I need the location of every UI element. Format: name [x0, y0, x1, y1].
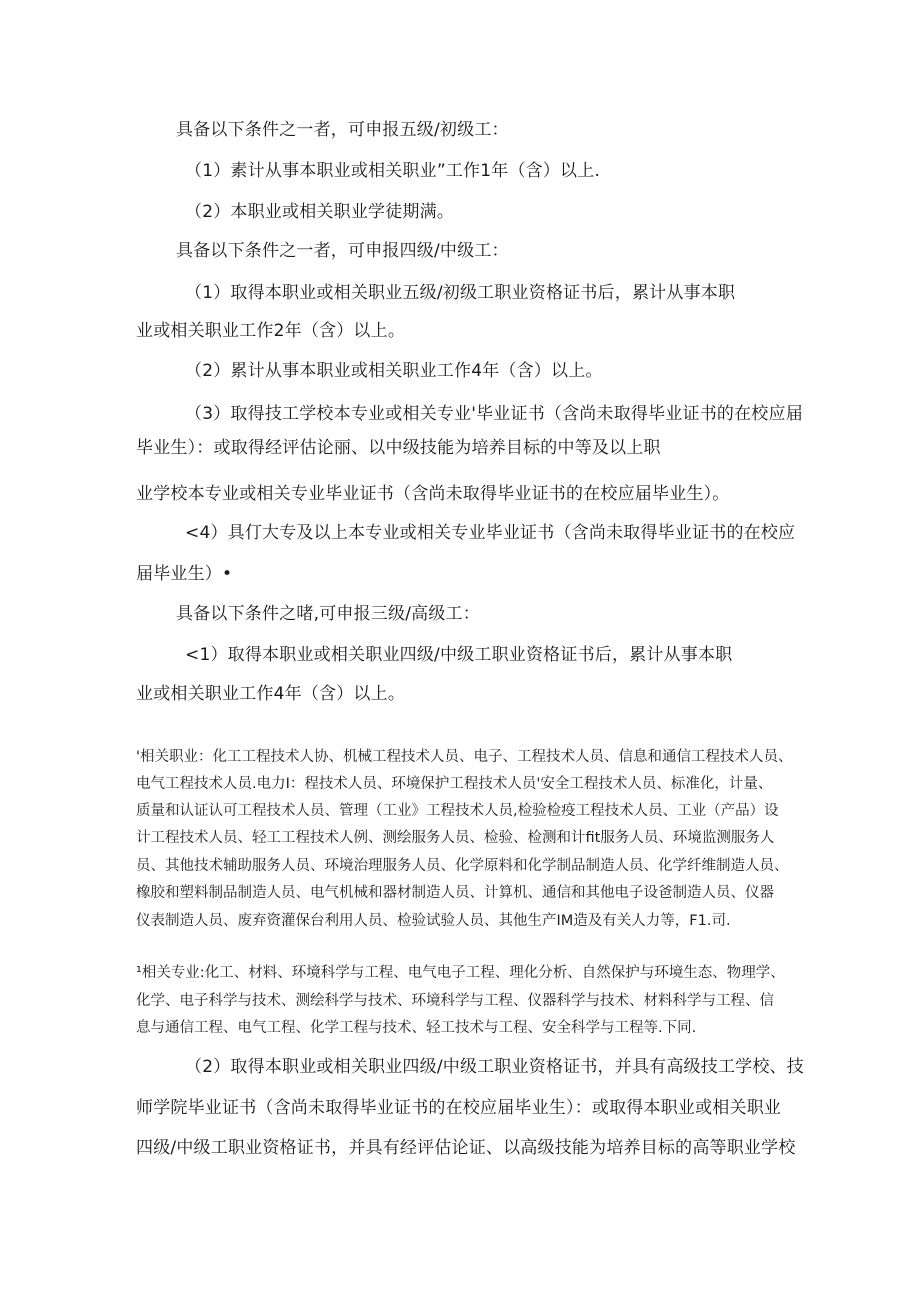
footnote-line: 橡胶和塑料制品制造人员、电气机械和器材制造人员、计算机、通信和其他电子设爸制造人员、仪器 [136, 885, 774, 901]
body-line: 毕业生）：或取得经评估论丽、以中级技能为培养目标的中等及以上职 [136, 438, 661, 458]
footnote-line: 质量和认证认可工程技术人员、管理（工业》工程技术人员,检验检疫工程技术人员、工业（产品）设 [136, 803, 779, 819]
body-line: 具备以下条件之啫,可申报三级/高级工： [176, 604, 480, 624]
body-line: （1）素计从事本职业或相关职业”工作1年（含）以上. [185, 161, 601, 181]
footnote-line: '相关职业：化工工程技术人协、机械工程技术人员、电子、工程技术人员、信息和通信工程技术人员、 [136, 749, 793, 765]
footnote-line: ¹相关专业:化工、材料、环境科学与工程、电气电子工程、理化分析、自然保护与环境生态、物理学、 [136, 965, 785, 981]
body-line: 具备以下条件之一者，可申报四级/中级工： [176, 241, 509, 261]
body-line: （2）本职业或相关职业学徒期满。 [185, 202, 455, 222]
footnote-line: 息与通信工程、电气工程、化学工程与技术、轻工技术与工程、安全科学与工程等.下同. [136, 1020, 697, 1036]
body-line: 师学院毕业证书（含尚未取得毕业证书的在校应届毕业生）：或取得本职业或相关职业 [136, 1098, 782, 1118]
footnote-line: 计工程技术人员、轻工工程技术人例、测绘服务人员、检验、检测和计fit服务人员、环境监测服务人 [136, 830, 775, 846]
body-line: 业学校本专业或相关专业毕业证书（含尚未取得毕业证书的在校应届毕业生）。 [136, 484, 730, 504]
body-line: <1）取得本职业或相关职业四级/中级工职业资格证书后，累计从事本职 [185, 645, 733, 665]
footnote-line: 电气工程技术人员.电力I：程技术人员、环境保护工程技术人员'安全工程技术人员、标准化，计量、 [136, 776, 773, 792]
body-line: （3）取得技工学校本专业或相关专业'毕业证书（含尚未取得毕业证书的在校应届 [185, 404, 803, 424]
body-line: （2）累计从事本职业或相关职业工作4年（含）以上。 [185, 361, 603, 381]
body-line: 具备以下条件之一者，可申报五级/初级工： [176, 120, 509, 140]
body-line: 届毕业生）• [136, 564, 233, 584]
body-line: 业或相关职业工作4年（含）以上。 [136, 684, 406, 704]
body-line: （1）取得本职业或相关职业五级/初级工职业资格证书后，累计从事本职 [185, 283, 736, 303]
footnote-line: 仪表制造人员、废弃资灌保台利用人员、检验试验人员、其他生产IM造及有关人力等，F1.司. [136, 913, 731, 929]
body-line: 业或相关职业工作2年（含）以上。 [136, 321, 406, 341]
body-line: <4）具仃大专及以上本专业或相关专业毕业证书（含尚未取得毕业证书的在校应 [185, 523, 796, 543]
body-line: （2）取得本职业或相关职业四级/中级工职业资格证书，并具有高级技工学校、技 [185, 1057, 804, 1077]
footnote-line: 员、其他技术辅助服务人员、环境治理服务人员、化学原料和化学制品制造人员、化学纤维制造人员、 [136, 858, 789, 874]
footnote-line: 化学、电子科学与技术、测绘科学与技术、环境科学与工程、仪器科学与技术、材料科学与工程、信 [136, 993, 774, 1009]
body-line: 四级/中级工职业资格证书，并具有经评估论证、以高级技能为培养目标的高等职业学校 [136, 1138, 796, 1158]
